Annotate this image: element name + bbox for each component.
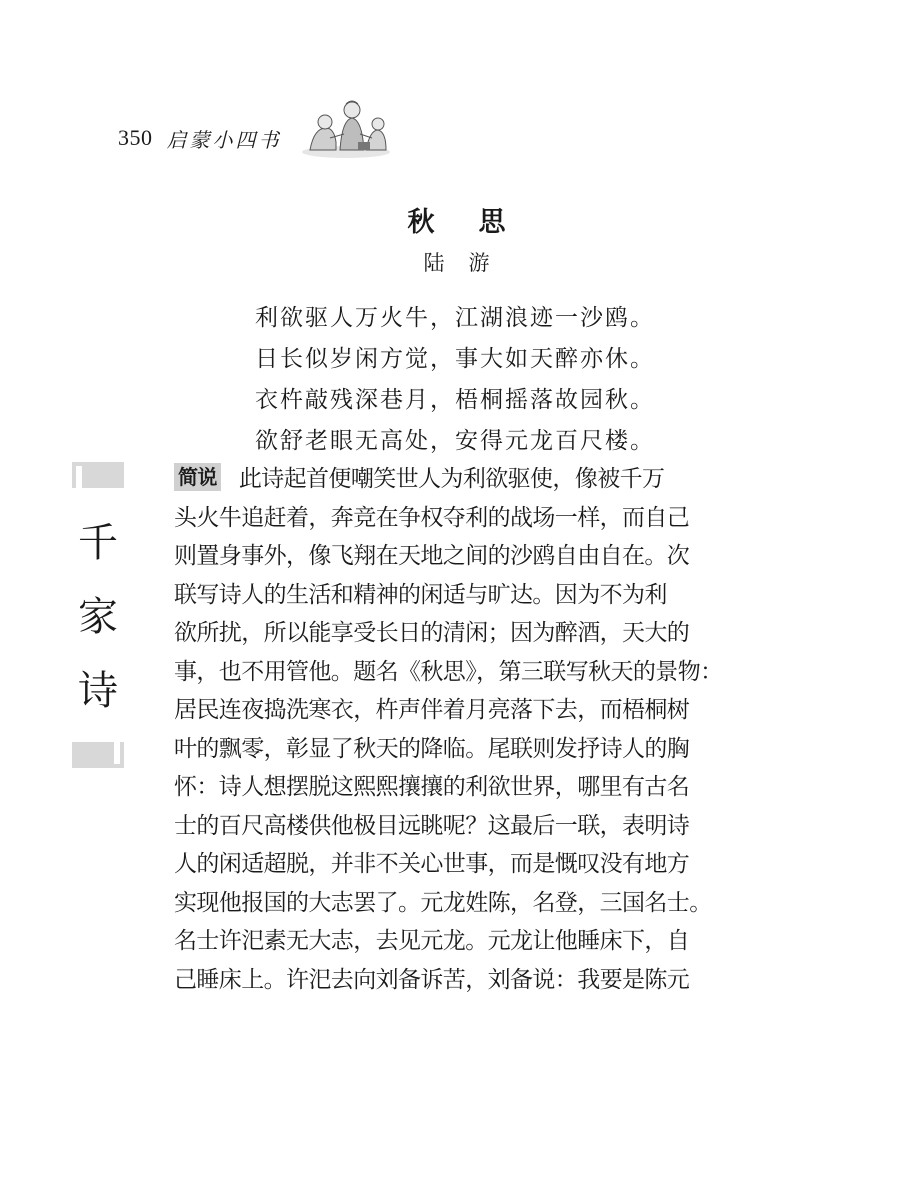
header-illustration-icon bbox=[300, 98, 392, 160]
commentary-line: 实现他报国的大志罢了。元龙姓陈，名登，三国名士。 bbox=[174, 889, 712, 916]
poem-line: 欲舒老眼无高处，安得元龙百尺楼。 bbox=[255, 428, 655, 454]
book-title: 启蒙小四书 bbox=[166, 127, 282, 152]
commentary bbox=[174, 460, 746, 999]
commentary-line: 人的闲适超脱，并非不关心世事，而是慨叹没有地方 bbox=[174, 851, 690, 877]
poem-line: 日长似岁闲方觉，事大如天醉亦休。 bbox=[255, 346, 655, 372]
poem-author: 陆游 bbox=[423, 251, 514, 275]
commentary-line bbox=[174, 460, 746, 499]
commentary-line: 己睡床上。许汜去向刘备诉苦，刘备说：我要是陈元 bbox=[174, 966, 690, 993]
commentary-line: 联写诗人的生活和精神的闲适与旷达。因为不为利 bbox=[174, 581, 667, 608]
commentary-line: 则置身事外，像飞翔在天地之间的沙鸥自由自在。次 bbox=[174, 543, 690, 569]
side-label-char: 诗 bbox=[78, 668, 118, 714]
commentary-line: 居民连夜捣洗寒衣，杵声伴着月亮落下去，而梧桐树 bbox=[174, 697, 690, 723]
poem-title: 秋思 bbox=[407, 207, 550, 238]
side-bracket-top bbox=[72, 462, 124, 488]
commentary-line: 名士许汜素无大志，去见元龙。元龙让他睡床下，自 bbox=[174, 928, 690, 954]
side-label-char: 家 bbox=[78, 594, 118, 640]
page-number: 350 bbox=[118, 125, 153, 150]
commentary-line: 士的百尺高楼供他极目远眺呢？这最后一联，表明诗 bbox=[174, 812, 690, 839]
poem-body bbox=[255, 298, 655, 462]
side-section-label bbox=[72, 462, 124, 768]
poem-line: 衣杵敲残深巷月，梧桐摇落故园秋。 bbox=[255, 387, 655, 413]
side-bracket-bottom bbox=[72, 742, 124, 768]
running-header bbox=[118, 118, 282, 158]
commentary-line: 叶的飘零，彰显了秋天的降临。尾联则发抒诗人的胸 bbox=[174, 735, 690, 762]
side-label-text bbox=[72, 506, 124, 728]
commentary-line: 怀：诗人想摆脱这熙熙攘攘的利欲世界，哪里有古名 bbox=[174, 774, 690, 800]
commentary-line: 欲所扰，所以能享受长日的清闲；因为醉酒，天大的 bbox=[174, 620, 690, 646]
side-label-char: 千 bbox=[78, 520, 118, 566]
commentary-line-text: 此诗起首便嘲笑世人为利欲驱使，像被千万 bbox=[238, 466, 665, 492]
commentary-line: 事，也不用管他。题名《秋思》，第三联写秋天的景物： bbox=[174, 658, 723, 685]
poem-line: 利欲驱人万火牛，江湖浪迹一沙鸥。 bbox=[255, 305, 655, 331]
commentary-line: 头火牛追赶着，奔竞在争权夺利的战场一样，而自己 bbox=[174, 504, 690, 531]
commentary-label: 简说 bbox=[174, 463, 221, 491]
